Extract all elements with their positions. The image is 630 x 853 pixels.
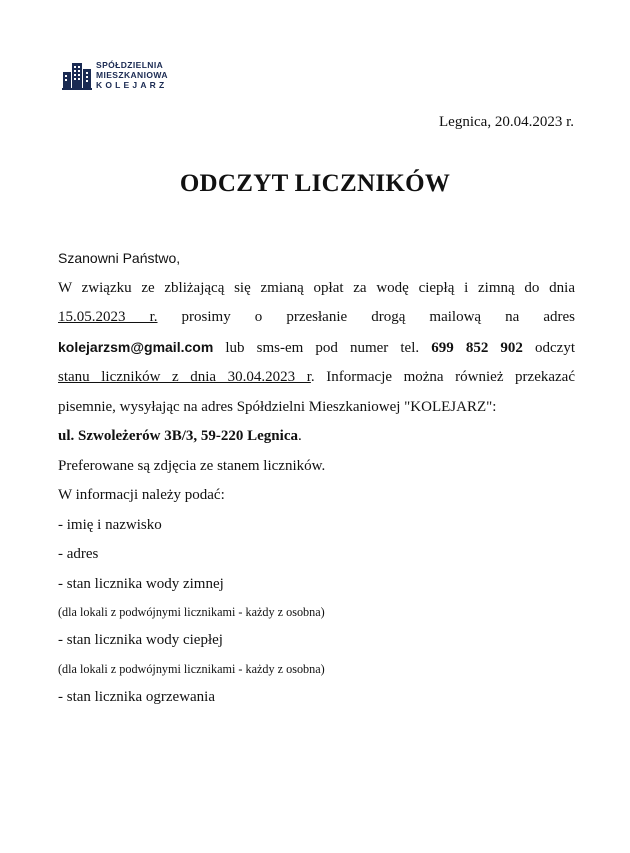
- paragraph-line-1: [58, 274, 575, 304]
- phone-number: 699 852 902: [431, 339, 523, 356]
- reading-date: stanu liczników z dnia 30.04.2023 r: [58, 369, 311, 385]
- paragraph-line-2: [58, 303, 575, 333]
- list-item: - imię i nazwisko: [58, 516, 162, 533]
- list-item-note: (dla lokali z podwójnymi licznikami - każdy z osobna): [58, 605, 325, 619]
- address-end: .: [297, 428, 302, 444]
- greeting: Szanowni Państwo,: [58, 250, 181, 266]
- paragraph-line-5: pisemnie, wysyłając na adres Spółdzielni Mieszkaniowej "KOLEJARZ":: [58, 398, 497, 415]
- p1-text-c: lub sms-em pod numer tel.: [213, 339, 432, 356]
- paragraph-line-4: [58, 363, 575, 393]
- logo-line-3: KOLEJARZ: [96, 80, 168, 90]
- email-address: kolejarzsm@gmail.com: [58, 338, 214, 355]
- p1-text-d: odczyt: [522, 339, 575, 356]
- letter-body: [58, 244, 575, 712]
- logo-line-2: MIESZKANIOWA: [96, 70, 168, 80]
- list-item: - adres: [58, 546, 99, 562]
- list-item: - stan licznika wody zimnej: [58, 575, 224, 592]
- postal-address: ul. Szwoleżerów 3B/3, 59-220 Legnica: [58, 428, 298, 444]
- deadline-date: 15.05.2023 r.: [58, 309, 158, 325]
- list-item: - stan licznika wody ciepłej: [58, 632, 223, 648]
- p1-text-e: . Informacje można również przekazać: [310, 369, 576, 385]
- info-intro: W informacji należy podać:: [58, 487, 225, 503]
- logo-text: [96, 60, 168, 90]
- letter-date: Legnica, 20.04.2023 r.: [439, 114, 574, 130]
- logo-line-1: SPÓŁDZIELNIA: [96, 60, 164, 70]
- cooperative-logo: [62, 60, 168, 90]
- page-title: ODCZYT LICZNIKÓW: [179, 170, 451, 197]
- list-item: - stan licznika ogrzewania: [58, 688, 216, 705]
- address-line: [58, 422, 575, 452]
- preferred-note: Preferowane są zdjęcia ze stanem liczników.: [58, 457, 326, 474]
- p1-text-a: W związku ze zbliżającą się zmianą opłat za wodę ciepłą i zimną do dnia: [58, 279, 575, 296]
- paragraph-line-3: [58, 333, 575, 364]
- list-item-note: (dla lokali z podwójnymi licznikami - każdy z osobna): [58, 661, 325, 676]
- building-icon: [62, 60, 92, 90]
- p1-text-b: prosimy o przesłanie drogą mailową na adres: [157, 309, 575, 325]
